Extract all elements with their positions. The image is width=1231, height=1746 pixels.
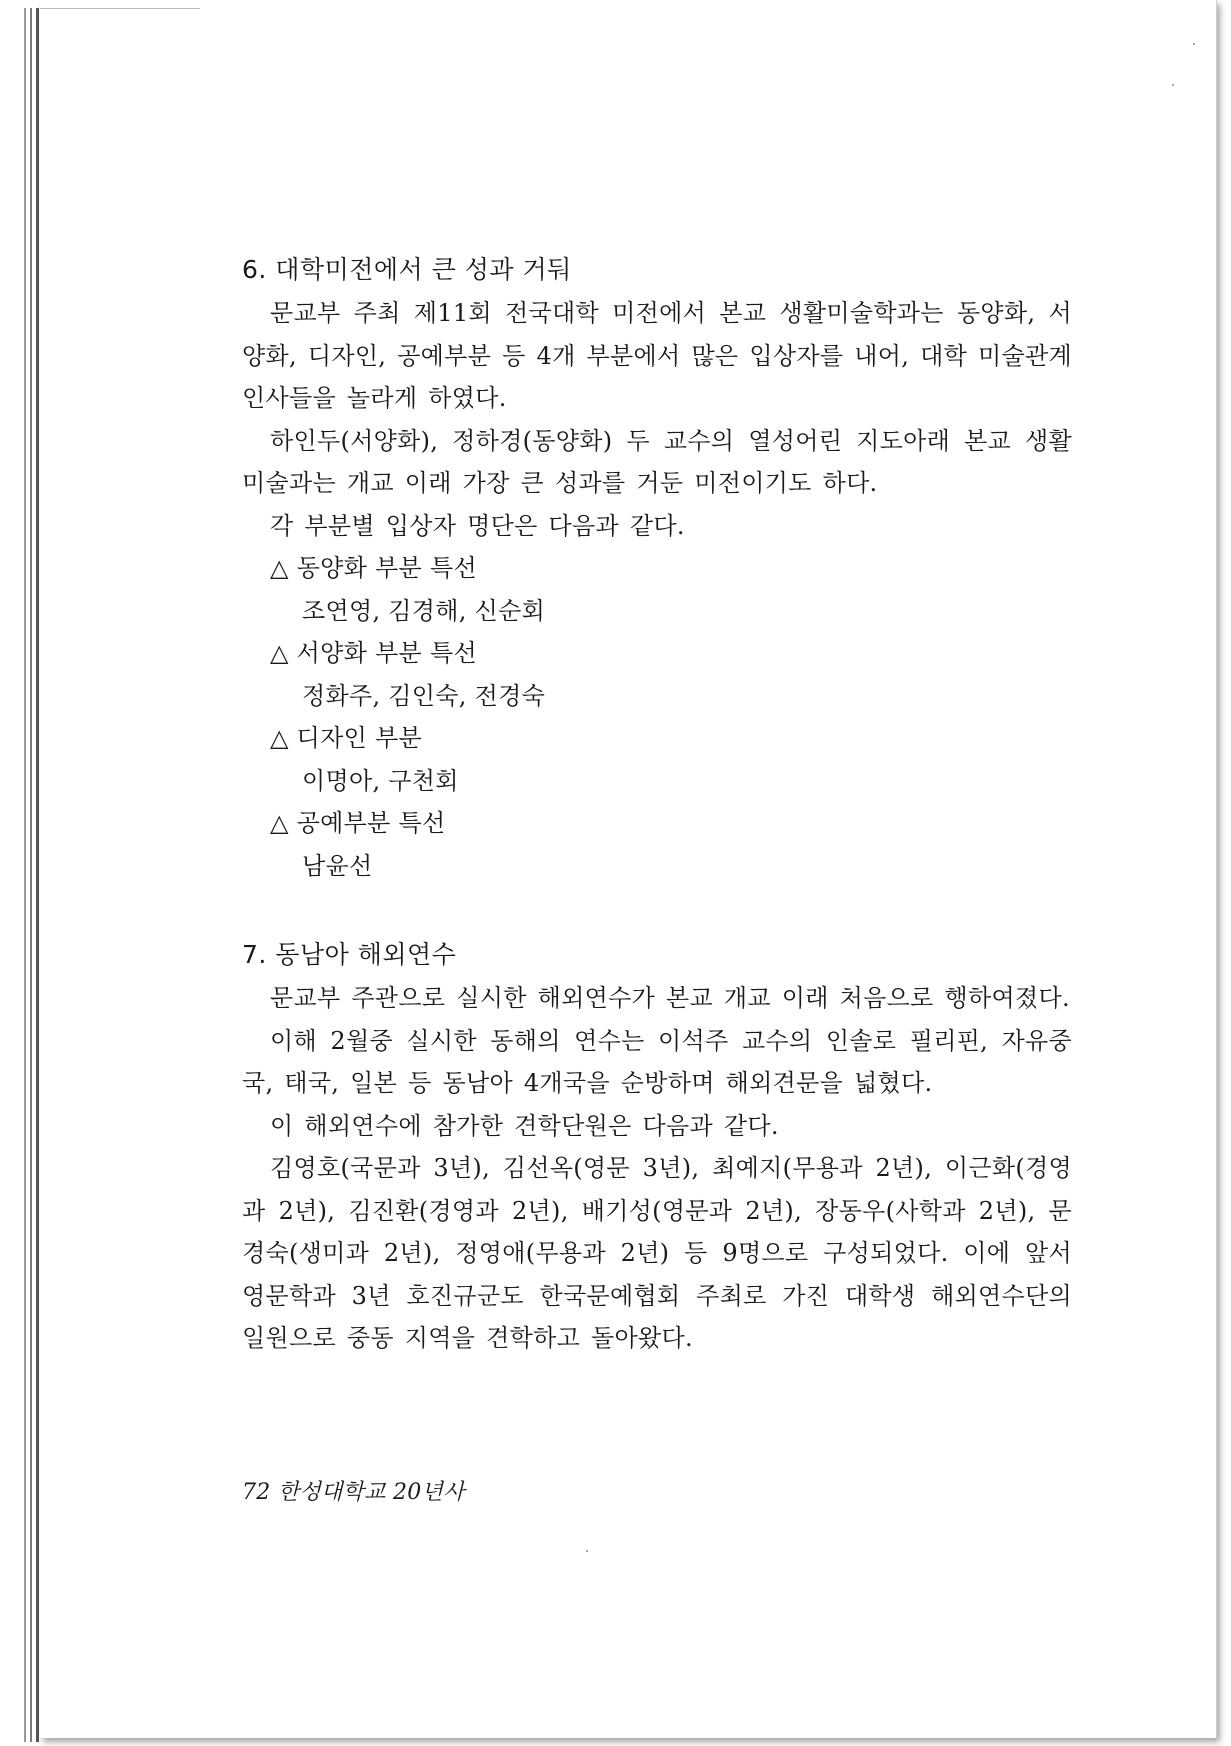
award-names: 남윤선 bbox=[302, 851, 373, 880]
scan-speck bbox=[586, 1550, 588, 1552]
scan-speck bbox=[1193, 43, 1195, 45]
page-stack-edge bbox=[36, 8, 39, 1742]
page-stack-edge bbox=[30, 8, 32, 1742]
award-category: △ 디자인 부분 bbox=[270, 724, 423, 752]
section-7-paragraph: 이해 2월중 실시한 동해의 연수는 이석주 교수의 인솔로 필리핀, 자유중국, 태국, 일본 등 동남아 4개국을 순방하며 해외견문을 넓혔다. bbox=[242, 1026, 1072, 1097]
section-6-heading: 6. 대학미전에서 큰 성과 거둬 bbox=[242, 255, 572, 284]
section-spacer bbox=[242, 887, 1072, 933]
award-list bbox=[242, 547, 1072, 887]
award-names: 이명아, 구천회 bbox=[302, 766, 459, 795]
scan-speck bbox=[1172, 84, 1174, 86]
page-top-fold bbox=[40, 0, 200, 9]
page-footer: 72 한성대학교 20년사 bbox=[242, 1480, 465, 1505]
award-names: 정화주, 김인숙, 전경숙 bbox=[302, 681, 546, 710]
page-content bbox=[242, 248, 1072, 1360]
section-7-heading: 7. 동남아 해외연수 bbox=[242, 940, 457, 969]
award-names: 조연영, 김경해, 신순회 bbox=[302, 596, 546, 625]
award-category: △ 공예부분 특선 bbox=[270, 809, 446, 837]
section-7-paragraph: 김영호(국문과 3년), 김선옥(영문 3년), 최예지(무용과 2년), 이근화(경영과 2년), 김진환(경영과 2년), 배기성(영문과 2년), 장동우(사학과 2년), 문경숙(생미과 2년), 정영애(무용과 2년) 등 9명으로 구성되었다. 이에 앞서 영문학과 3년 호진규군도 한국문예협회 주최로 가진 대학생 해외연수단의 일원으로 중동 지역을 견학하고 돌아왔다. bbox=[242, 1154, 1072, 1352]
section-6-paragraph: 문교부 주최 제11회 전국대학 미전에서 본교 생활미술학과는 동양화, 서양화, 디자인, 공예부분 등 4개 부분에서 많은 입상자를 내어, 대학 미술관계 인사들을 놀라게 하였다. bbox=[242, 299, 1072, 412]
award-category: △ 동양화 부분 특선 bbox=[270, 554, 477, 582]
section-7-paragraph: 문교부 주관으로 실시한 해외연수가 본교 개교 이래 처음으로 행하여졌다. bbox=[270, 984, 1070, 1012]
award-category: △ 서양화 부분 특선 bbox=[270, 639, 477, 667]
section-6-paragraph: 하인두(서양화), 정하경(동양화) 두 교수의 열성어린 지도아래 본교 생활미술과는 개교 이래 가장 큰 성과를 거둔 미전이기도 하다. bbox=[242, 426, 1072, 497]
section-6-paragraph: 각 부분별 입상자 명단은 다음과 같다. bbox=[270, 511, 685, 540]
section-7-paragraph: 이 해외연수에 참가한 견학단원은 다음과 같다. bbox=[270, 1111, 779, 1140]
page-stack-edge bbox=[24, 8, 26, 1742]
